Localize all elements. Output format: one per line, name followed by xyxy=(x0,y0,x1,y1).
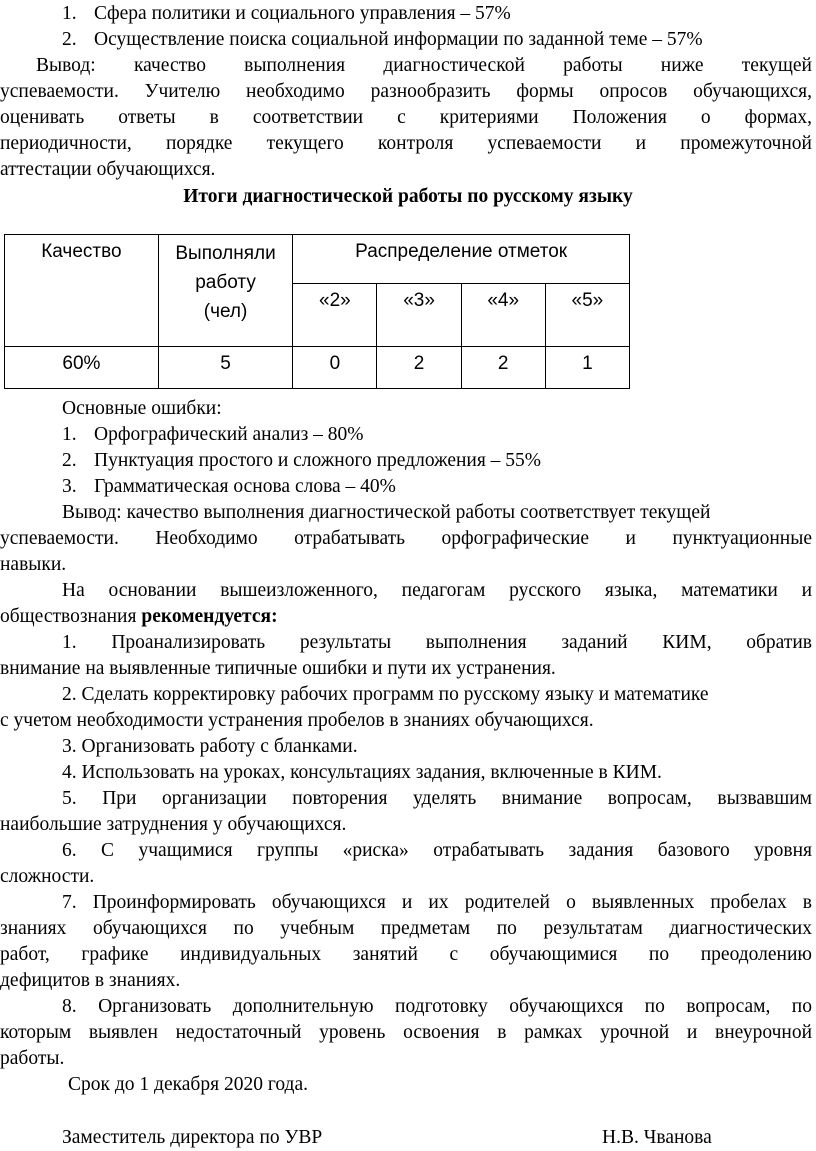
conclusion-line: навыки. xyxy=(0,554,67,575)
errors-title: Основные ошибки: xyxy=(62,398,222,419)
recommendation-line: 5. При организации повторения уделять внимание вопросам, вызвавшим xyxy=(62,788,812,809)
section-title: Итоги диагностической работы по русскому языку xyxy=(183,186,633,207)
conclusion-line: аттестации обучающихся. xyxy=(0,159,216,180)
conclusion-line: Вывод: качество выполнения диагностической работы ниже текущей xyxy=(36,55,812,76)
recommendation-line: 4. Использовать на уроках, консультациях задания, включенные в КИМ. xyxy=(62,762,662,783)
basis-line: На основании вышеизложенного, педагогам русского языка, математики и xyxy=(62,580,812,601)
table-row xyxy=(5,347,630,389)
grade-header: «5» xyxy=(545,284,629,347)
table-cell: 2 xyxy=(461,347,545,389)
recommendation-line: наибольшие затруднения у обучающихся. xyxy=(0,814,347,835)
recommendation-line: дефицитов в знаниях. xyxy=(0,970,181,991)
grade-header: «2» xyxy=(293,284,377,347)
conclusion-line: периодичности, порядке текущего контроля успеваемости и промежуточной xyxy=(0,133,812,154)
recommendation-line: 3. Организовать работу с бланками. xyxy=(62,736,358,757)
recommendation-line: 6. С учащимися группы «риска» отрабатывать задания базового уровня xyxy=(62,840,812,861)
recommendation-line: которым выявлен недостаточный уровень освоения в рамках урочной и внеурочной xyxy=(0,1022,812,1043)
conclusion-line: успеваемости. Необходимо отрабатывать орфографические и пунктуационные xyxy=(0,528,812,549)
basis-line: обществознания рекомендуется: xyxy=(0,606,278,627)
recommendation-line: с учетом необходимости устранения пробелов в знаниях обучающихся. xyxy=(0,710,594,731)
header-participants: Выполняли работу (чел) xyxy=(158,235,292,347)
conclusion-line: оценивать ответы в соответствии с критериями Положения о формах, xyxy=(0,107,812,128)
list-item: 1. Орфографический анализ – 80% xyxy=(62,424,364,445)
table-cell: 5 xyxy=(158,347,292,389)
list-item: 3. Грамматическая основа слова – 40% xyxy=(62,476,396,497)
recommendation-line: 8. Организовать дополнительную подготовку обучающихся по вопросам, по xyxy=(62,996,812,1017)
recommendation-line: знаниях обучающихся по учебным предметам по результатам диагностических xyxy=(0,918,812,939)
list-item: 1. Сфера политики и социального управления – 57% xyxy=(62,3,511,24)
grade-header: «3» xyxy=(377,284,461,347)
list-item: 2. Пунктуация простого и сложного предложения – 55% xyxy=(62,450,542,471)
table-cell: 0 xyxy=(293,347,377,389)
table-cell: 60% xyxy=(5,347,159,389)
recommendation-line: 7. Проинформировать обучающихся и их родителей о выявленных пробелах в xyxy=(62,892,812,913)
recommendation-line: сложности. xyxy=(0,866,95,887)
header-distribution: Распределение отметок xyxy=(293,235,630,284)
recommendation-line: 2. Сделать корректировку рабочих программ по русскому языку и математике xyxy=(62,684,709,705)
recommendation-line: 1. Проанализировать результаты выполнения заданий КИМ, обратив xyxy=(62,632,812,653)
recommendation-line: работ, графике индивидуальных занятий с обучающимися по преодолению xyxy=(0,944,812,965)
recommendation-line: работы. xyxy=(0,1048,65,1069)
table-cell: 1 xyxy=(545,347,629,389)
signature-name: Н.В. Чванова xyxy=(602,1127,712,1148)
deadline: Срок до 1 декабря 2020 года. xyxy=(68,1074,308,1095)
grade-header: «4» xyxy=(461,284,545,347)
conclusion-line: успеваемости. Учителю необходимо разнообразить формы опросов обучающихся, xyxy=(0,81,812,102)
header-quality: Качество xyxy=(5,235,159,347)
table-cell: 2 xyxy=(377,347,461,389)
conclusion-line: Вывод: качество выполнения диагностической работы соответствует текущей xyxy=(62,502,711,523)
results-table xyxy=(4,234,630,389)
signature-role: Заместитель директора по УВР xyxy=(62,1127,323,1148)
list-item: 2. Осуществление поиска социальной информации по заданной теме – 57% xyxy=(62,29,703,50)
recommendation-line: внимание на выявленные типичные ошибки и пути их устранения. xyxy=(0,658,556,679)
